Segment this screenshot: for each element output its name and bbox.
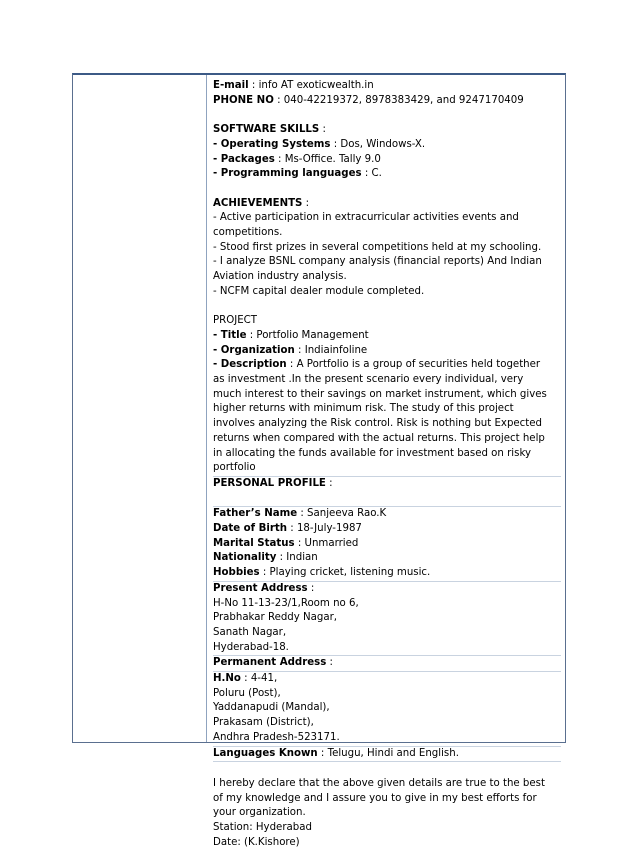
project-org-label: - Organization [213, 344, 295, 356]
project-org-row [213, 344, 561, 359]
present-address-row [213, 582, 561, 597]
dob-label: Date of Birth [213, 523, 288, 535]
hno-row [213, 672, 561, 687]
achievement-line: - Active participation in extracurricular activities events and [213, 212, 519, 224]
project-desc-line: as investment .In the present scenario every individual, very [213, 374, 524, 386]
permanent-address-label: Permanent Address [213, 657, 327, 669]
marital-status-row [213, 537, 561, 552]
languages-value: : Telugu, Hindi and English. [317, 747, 459, 759]
personal-profile-heading [213, 477, 561, 492]
skill-label: - Programming languages [213, 168, 362, 180]
project-desc-line: much interest to their savings on market instrument, which gives [213, 388, 547, 400]
achievement-line: Aviation industry analysis. [213, 271, 347, 283]
skill-value: : Dos, Windows-X. [330, 138, 426, 150]
phone-row [213, 94, 561, 109]
nationality-value: : Indian [276, 552, 318, 564]
address-line: Yaddanapudi (Mandal), [213, 702, 330, 714]
achievement-line: - Stood first prizes in several competitions held at my schooling. [213, 241, 542, 253]
achievements-heading [213, 197, 561, 212]
project-desc-line: higher returns with minimum risk. The study of this project [213, 403, 514, 415]
declaration-line: of my knowledge and I assure you to give in my best efforts for [213, 792, 537, 804]
software-skills-heading [213, 123, 561, 138]
project-desc-line: in allocating the funds available for investment based on risky [213, 447, 532, 459]
project-desc-row [213, 358, 561, 373]
spacer [213, 300, 561, 315]
skill-label: - Operating Systems [213, 138, 331, 150]
skill-row [213, 138, 561, 153]
heading-suffix: : [319, 124, 326, 136]
project-desc-line: returns when compared with the actual returns. This project help [213, 432, 545, 444]
skill-row [213, 167, 561, 182]
project-title-row [213, 329, 561, 344]
station-line: Station: Hyderabad [213, 822, 312, 834]
project-desc-line: involves analyzing the Risk control. Risk is nothing but Expected [213, 418, 543, 430]
spacer [213, 108, 561, 123]
marital-status-label: Marital Status [213, 537, 295, 549]
marital-status-value: : Unmarried [294, 537, 359, 549]
dob-value: : 18-July-1987 [287, 523, 362, 535]
address-line: Prakasam (District), [213, 717, 314, 729]
heading-suffix: : [326, 657, 333, 669]
project-desc-value: : A Portfolio is a group of securities held together [286, 359, 541, 371]
hobbies-label: Hobbies [213, 567, 260, 579]
email-row [213, 79, 561, 94]
achievement-line: - NCFM capital dealer module completed. [213, 285, 425, 297]
address-line: Hyderabad-18. [213, 641, 561, 657]
phone-value: : 040-42219372, 8978383429, and 9247170409 [273, 94, 524, 106]
skill-label: - Packages [213, 153, 275, 165]
project-desc-line: portfolio [213, 461, 561, 477]
father-name-row [213, 507, 561, 522]
heading-suffix: : [325, 477, 333, 489]
heading-suffix: : [307, 582, 315, 594]
languages-row [213, 747, 561, 763]
permanent-address-row [213, 656, 561, 672]
dob-row [213, 522, 561, 537]
project-desc-label: - Description [213, 359, 287, 371]
hobbies-value: : Playing cricket, listening music. [259, 567, 431, 579]
resume-table [72, 73, 566, 848]
spacer [213, 182, 561, 197]
achievements-title: ACHIEVEMENTS [213, 197, 303, 209]
heading-suffix: : [302, 197, 310, 209]
email-value: : info AT exoticwealth.in [248, 80, 374, 91]
nationality-row [213, 551, 561, 566]
project-title-value: : Portfolio Management [246, 329, 369, 341]
declaration-line: I hereby declare that the above given details are true to the best [213, 777, 545, 789]
personal-profile-title: PERSONAL PROFILE [213, 477, 326, 489]
address-line: Sanath Nagar, [213, 626, 287, 638]
hobbies-row [213, 566, 561, 582]
date-line: Date: (K.Kishore) [213, 836, 300, 848]
skill-row [213, 153, 561, 168]
software-skills-title: SOFTWARE SKILLS [213, 124, 320, 136]
father-name-value: : Sanjeeva Rao.K [297, 508, 387, 520]
skill-value: : Ms-Office. Tally 9.0 [274, 153, 381, 165]
left-column [73, 75, 207, 742]
achievement-line: - I analyze BSNL company analysis (financial reports) And Indian [213, 256, 542, 268]
project-heading: PROJECT [213, 315, 258, 327]
languages-label: Languages Known [213, 747, 318, 759]
phone-label: PHONE NO [213, 94, 274, 106]
declaration-line: your organization. [213, 807, 306, 819]
address-line: Andhra Pradesh-523171. [213, 731, 561, 747]
address-line: Poluru (Post), [213, 687, 281, 699]
spacer [213, 492, 561, 508]
hno-value: : 4-41, [240, 673, 278, 685]
project-org-value: : Indiainfoline [294, 344, 368, 356]
present-address-label: Present Address [213, 582, 308, 594]
resume-content [213, 79, 561, 850]
father-name-label: Father’s Name [213, 508, 298, 520]
hno-label: H.No [213, 673, 241, 685]
achievement-line: competitions. [213, 227, 283, 238]
nationality-label: Nationality [213, 552, 277, 564]
address-line: H-No 11-13-23/1,Room no 6, [213, 597, 359, 609]
project-title-label: - Title [213, 329, 247, 341]
email-label: E-mail [213, 80, 249, 91]
spacer [213, 762, 561, 777]
skill-value: : C. [361, 168, 382, 180]
address-line: Prabhakar Reddy Nagar, [213, 612, 338, 624]
